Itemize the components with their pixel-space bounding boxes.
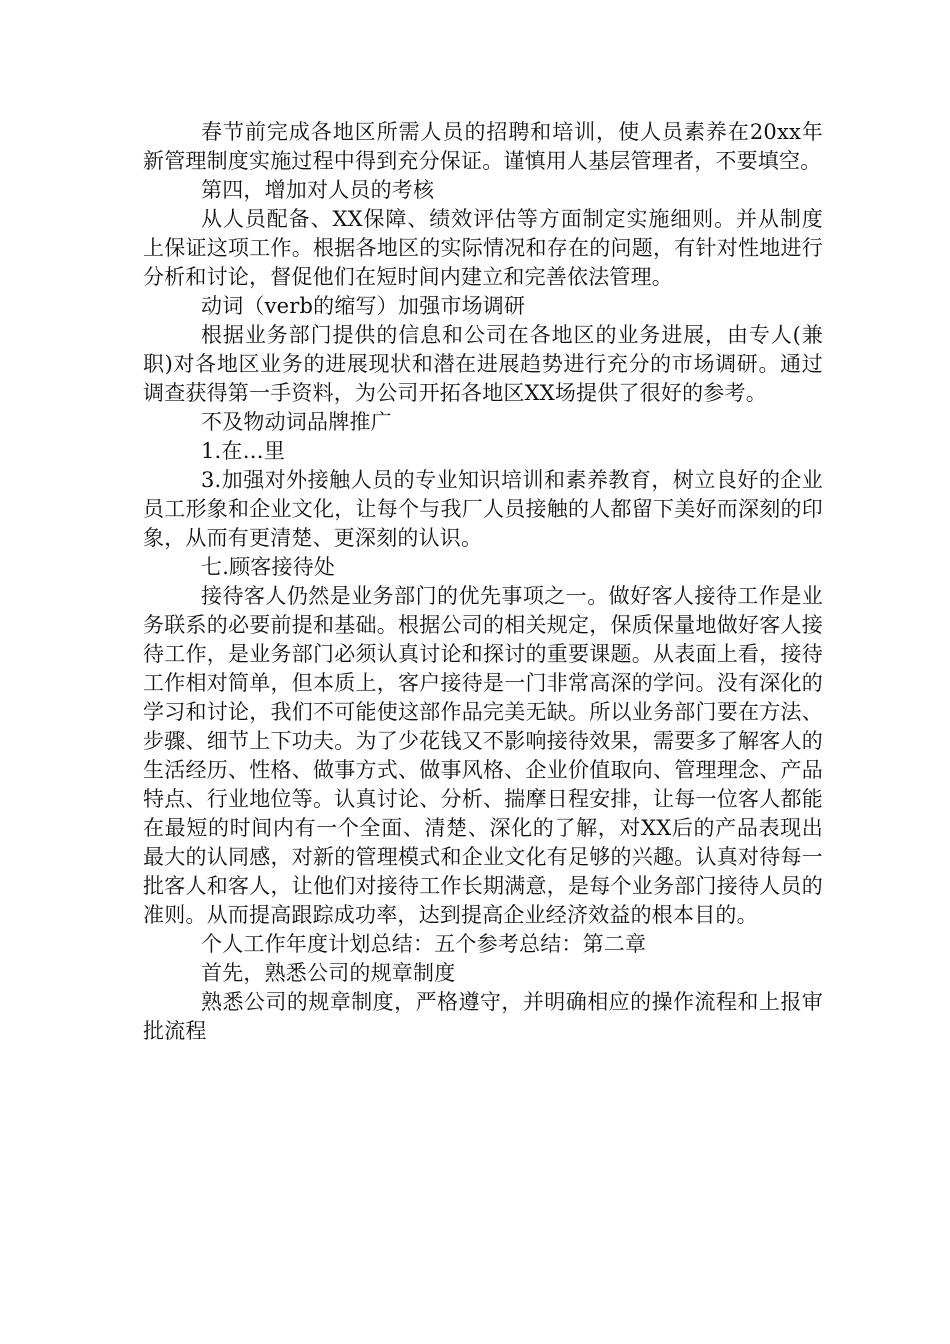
list-item-1: 1.在…里	[201, 439, 286, 463]
paragraph-recruitment-training: 春节前完成各地区所需人员的招聘和培训，使人员素养在20xx年新管理制度实施过程中得到充分保证。谨慎用人基层管理者，不要填空。	[143, 120, 823, 173]
list-item-3: 3.加强对外接触人员的专业知识培训和素养教育，树立良好的企业员工形象和企业文化，让每个与我厂人员接触的人都留下美好而深刻的印象，从而有更清楚、更深刻的认识。	[143, 468, 823, 550]
heading-assessment: 第四，增加对人员的考核	[201, 178, 435, 202]
heading-brand-promotion: 不及物动词品牌推广	[201, 410, 392, 434]
paragraph-market-research: 根据业务部门提供的信息和公司在各地区的业务进展，由专人(兼职)对各地区业务的进展现状和潜在进展趋势进行充分的市场调研。通过调查获得第一手资料，为公司开拓各地区XX场提供了很好的参考。	[143, 323, 823, 405]
document-body	[143, 118, 823, 1046]
heading-annual-plan-summary: 个人工作年度计划总结：五个参考总结：第二章	[201, 932, 647, 956]
heading-market-research: 动词（verb的缩写）加强市场调研	[201, 294, 526, 318]
heading-company-rules: 首先，熟悉公司的规章制度	[201, 961, 456, 985]
paragraph-assessment-details: 从人员配备、XX保障、绩效评估等方面制定实施细则。并从制度上保证这项工作。根据各地区的实际情况和存在的问题，有针对性地进行分析和讨论，督促他们在短时间内建立和完善依法管理。	[143, 207, 823, 289]
paragraph-company-rules: 熟悉公司的规章制度，严格遵守，并明确相应的操作流程和上报审批流程	[143, 990, 823, 1043]
heading-customer-reception: 七.顾客接待处	[201, 555, 336, 579]
paragraph-customer-reception: 接待客人仍然是业务部门的优先事项之一。做好客人接待工作是业务联系的必要前提和基础。根据公司的相关规定，保质保量地做好客人接待工作，是业务部门必须认真讨论和探讨的重要课题。从表面上看，接待工作相对简单，但本质上，客户接待是一门非常高深的学问。没有深化的学习和讨论，我们不可能使这部作品完美无缺。所以业务部门要在方法、步骤、细节上下功夫。为了少花钱又不影响接待效果，需要多了解客人的生活经历、性格、做事方式、做事风格、企业价值取向、管理理念、产品特点、行业地位等。认真讨论、分析、揣摩日程安排，让每一位客人都能在最短的时间内有一个全面、清楚、深化的了解，对XX后的产品表现出最大的认同感，对新的管理模式和企业文化有足够的兴趣。认真对待每一批客人和客人，让他们对接待工作长期满意，是每个业务部门接待人员的准则。从而提高跟踪成功率，达到提高企业经济效益的根本目的。	[143, 584, 823, 927]
